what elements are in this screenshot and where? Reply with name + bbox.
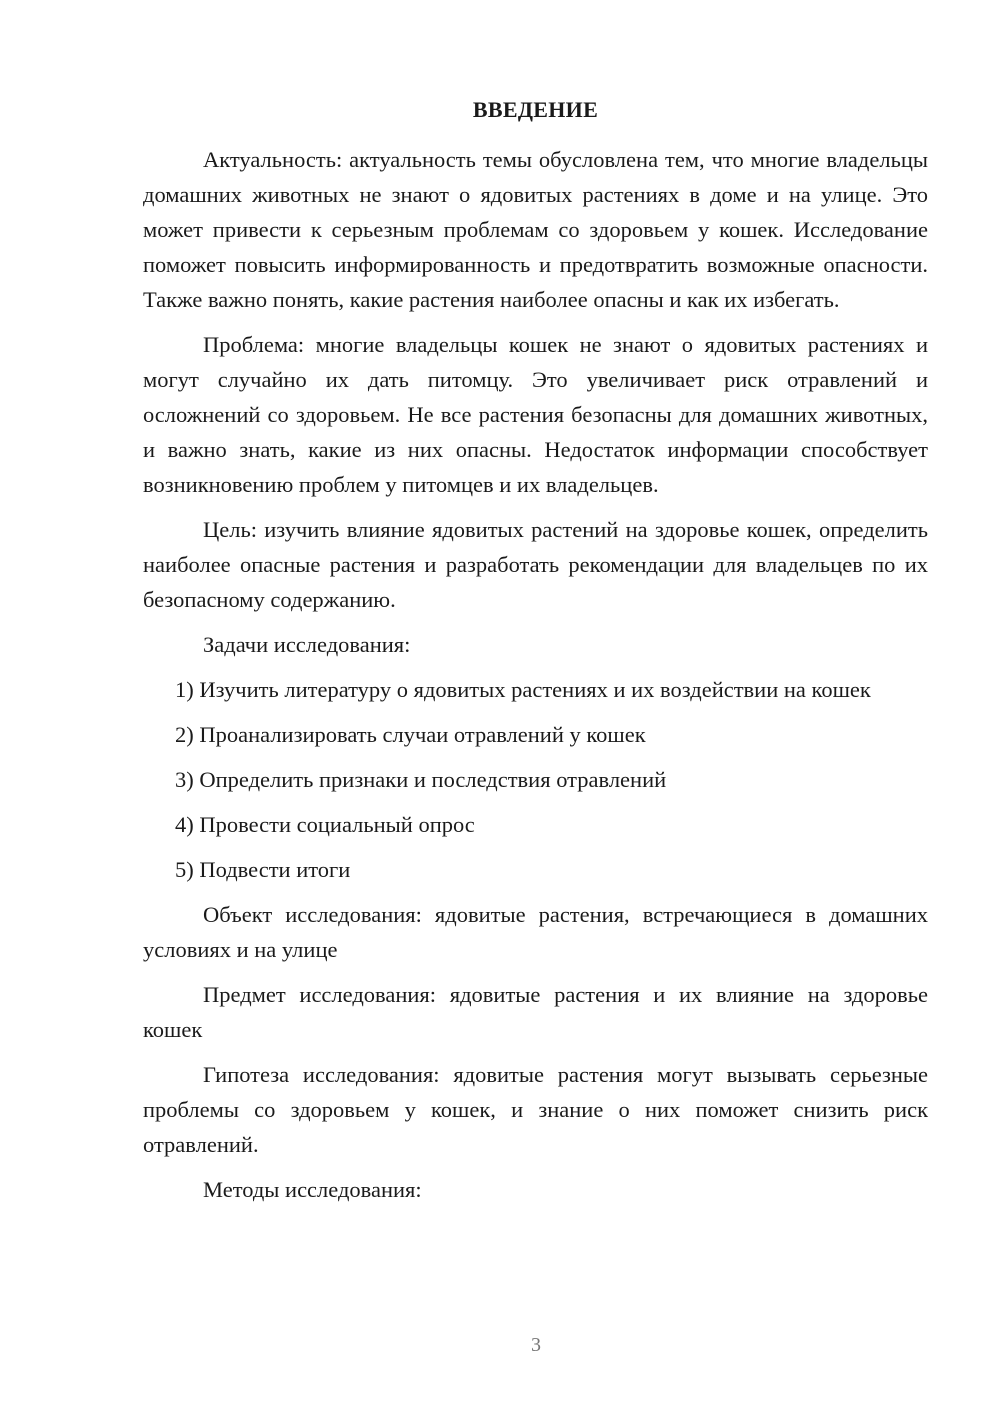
methods-paragraph: Методы исследования: xyxy=(203,1177,422,1202)
object-paragraph: Объект исследования: ядовитые растения, встречающиеся в домашних условиях и на улице xyxy=(143,902,928,962)
task-item-5: 5) Подвести итоги xyxy=(175,857,351,882)
problem-paragraph: Проблема: многие владельцы кошек не знают о ядовитых растениях и могут случайно их дать питомцу. Это увеличивает риск отравлений и осложнений со здоровьем. Не все растения безопасны для домашних животных, и важно знать, какие из них опасны. Недостаток информации способствует возникновению проблем у питомцев и их владельцев. xyxy=(143,332,928,497)
tasks-list xyxy=(143,672,928,887)
subject-paragraph: Предмет исследования: ядовитые растения и их влияние на здоровье кошек xyxy=(143,982,928,1042)
tasks-heading: Задачи исследования: xyxy=(203,632,411,657)
section-heading: ВВЕДЕНИЕ xyxy=(472,97,599,122)
relevance-paragraph: Актуальность: актуальность темы обусловлена тем, что многие владельцы домашних животных не знают о ядовитых растениях в доме и на улице. Это может привести к серьезным проблемам со здоровьем у кошек. Исследование поможет повысить информированность и предотвратить возможные опасности. Также важно понять, какие растения наиболее опасны и как их избегать. xyxy=(143,147,928,312)
hypothesis-paragraph: Гипотеза исследования: ядовитые растения могут вызывать серьезные проблемы со здоровьем у кошек, и знание о них поможет снизить риск отравлений. xyxy=(143,1062,928,1157)
task-item-2: 2) Проанализировать случаи отравлений у кошек xyxy=(175,722,646,747)
task-item-3: 3) Определить признаки и последствия отравлений xyxy=(175,767,667,792)
task-item-1: 1) Изучить литературу о ядовитых растениях и их воздействии на кошек xyxy=(175,677,871,702)
task-item-4: 4) Провести социальный опрос xyxy=(175,812,475,837)
document-page xyxy=(143,94,928,1217)
page-number: 3 xyxy=(531,1334,541,1356)
goal-paragraph: Цель: изучить влияние ядовитых растений на здоровье кошек, определить наиболее опасные растения и разработать рекомендации для владельцев по их безопасному содержанию. xyxy=(143,517,928,612)
